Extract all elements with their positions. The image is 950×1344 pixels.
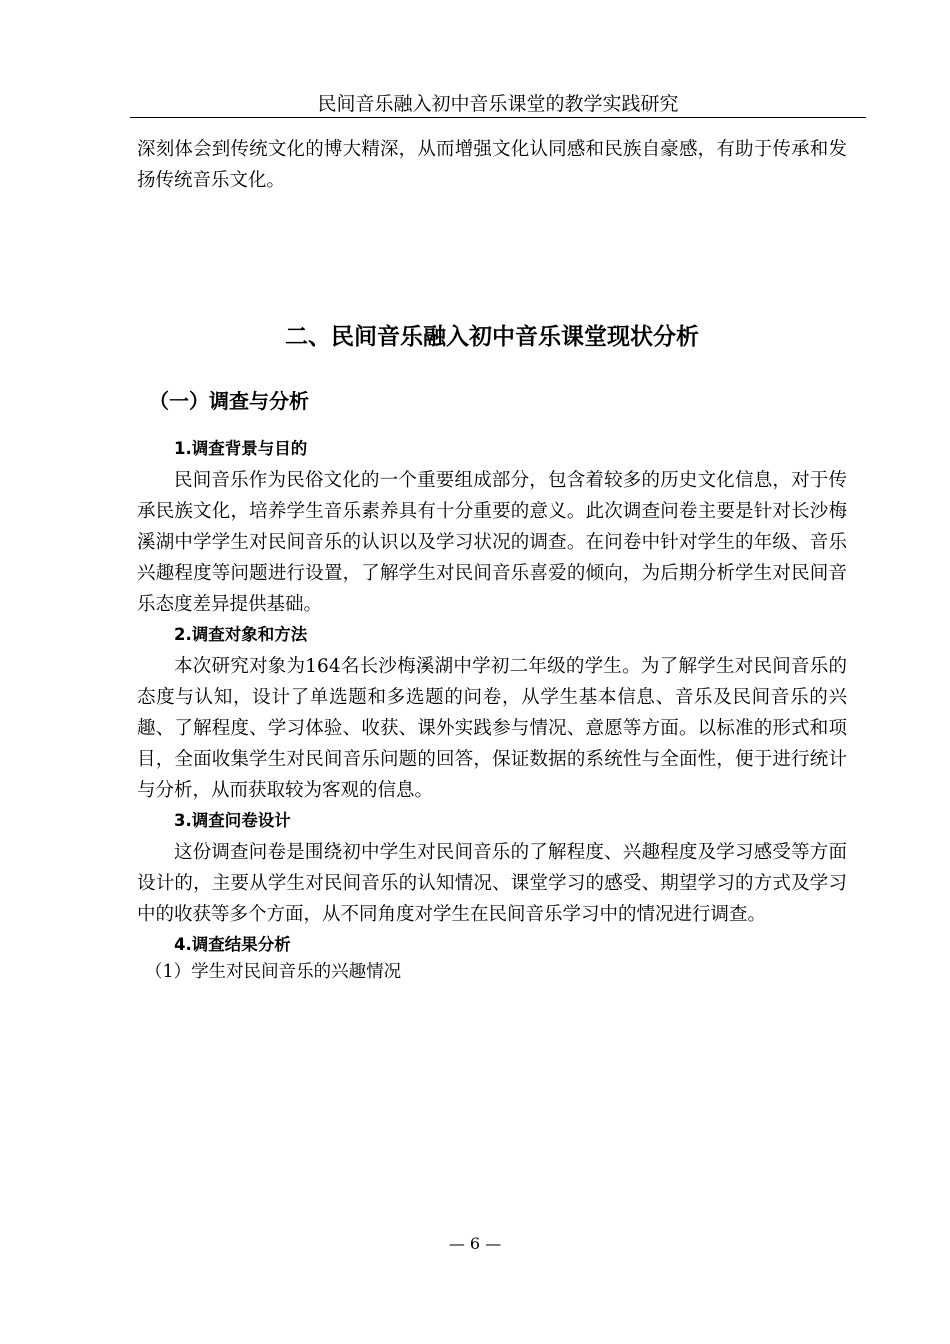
- subsection-paragraph-2: 本次研究对象为164名长沙梅溪湖中学初二年级的学生。为了解学生对民间音乐的态度与认知，设计了单选题和多选题的问卷，从学生基本信息、音乐及民间音乐的兴趣、了解程度、学习体验、收获、课外实践参与情况、意愿等方面。以标准的形式和项目，全面收集学生对民间音乐问题的回答，保证数据的系统性与全面性，便于进行统计与分析，从而获取较为客观的信息。: [137, 656, 847, 801]
- subsection-paragraph-3: 这份调查问卷是围绕初中学生对民间音乐的了解程度、兴趣程度及学习感受等方面设计的，主要从学生对民间音乐的认知情况、课堂学习的感受、期望学习的方式及学习中的收获等多个方面，从不同角度对学生在民间音乐学习中的情况进行调查。: [137, 842, 847, 925]
- intro-paragraph: 深刻体会到传统文化的博大精深，从而增强文化认同感和民族自豪感，有助于传承和发扬传统音乐文化。: [137, 139, 847, 191]
- subsection-heading-2: 2.调查对象和方法: [174, 625, 308, 644]
- subsection-heading-1: 1.调查背景与目的: [174, 439, 308, 458]
- body-text: [137, 134, 847, 982]
- subsection-heading-4: 4.调查结果分析: [174, 935, 291, 954]
- page-number: — 6 —: [448, 1234, 502, 1253]
- section-heading: （一）调查与分析: [149, 389, 309, 413]
- subsection-paragraph-1: 民间音乐作为民俗文化的一个重要组成部分，包含着较多的历史文化信息，对于传承民族文化，培养学生音乐素养具有十分重要的意义。此次调查问卷主要是针对长沙梅溪湖中学学生对民间音乐的认识以及学习状况的调查。在问卷中针对学生的年级、音乐兴趣程度等问题进行设置，了解学生对民间音乐喜爱的倾向，为后期分析学生对民间音乐态度差异提供基础。: [137, 470, 847, 615]
- result-subitem-1: （1）学生对民间音乐的兴趣情况: [145, 962, 402, 982]
- running-header: 民间音乐融入初中音乐课堂的教学实践研究: [317, 93, 679, 115]
- subsection-heading-3: 3.调查问卷设计: [174, 811, 291, 830]
- chapter-heading: 二、民间音乐融入初中音乐课堂现状分析: [285, 324, 699, 350]
- header-rule: [130, 117, 866, 118]
- section-content: [137, 437, 847, 986]
